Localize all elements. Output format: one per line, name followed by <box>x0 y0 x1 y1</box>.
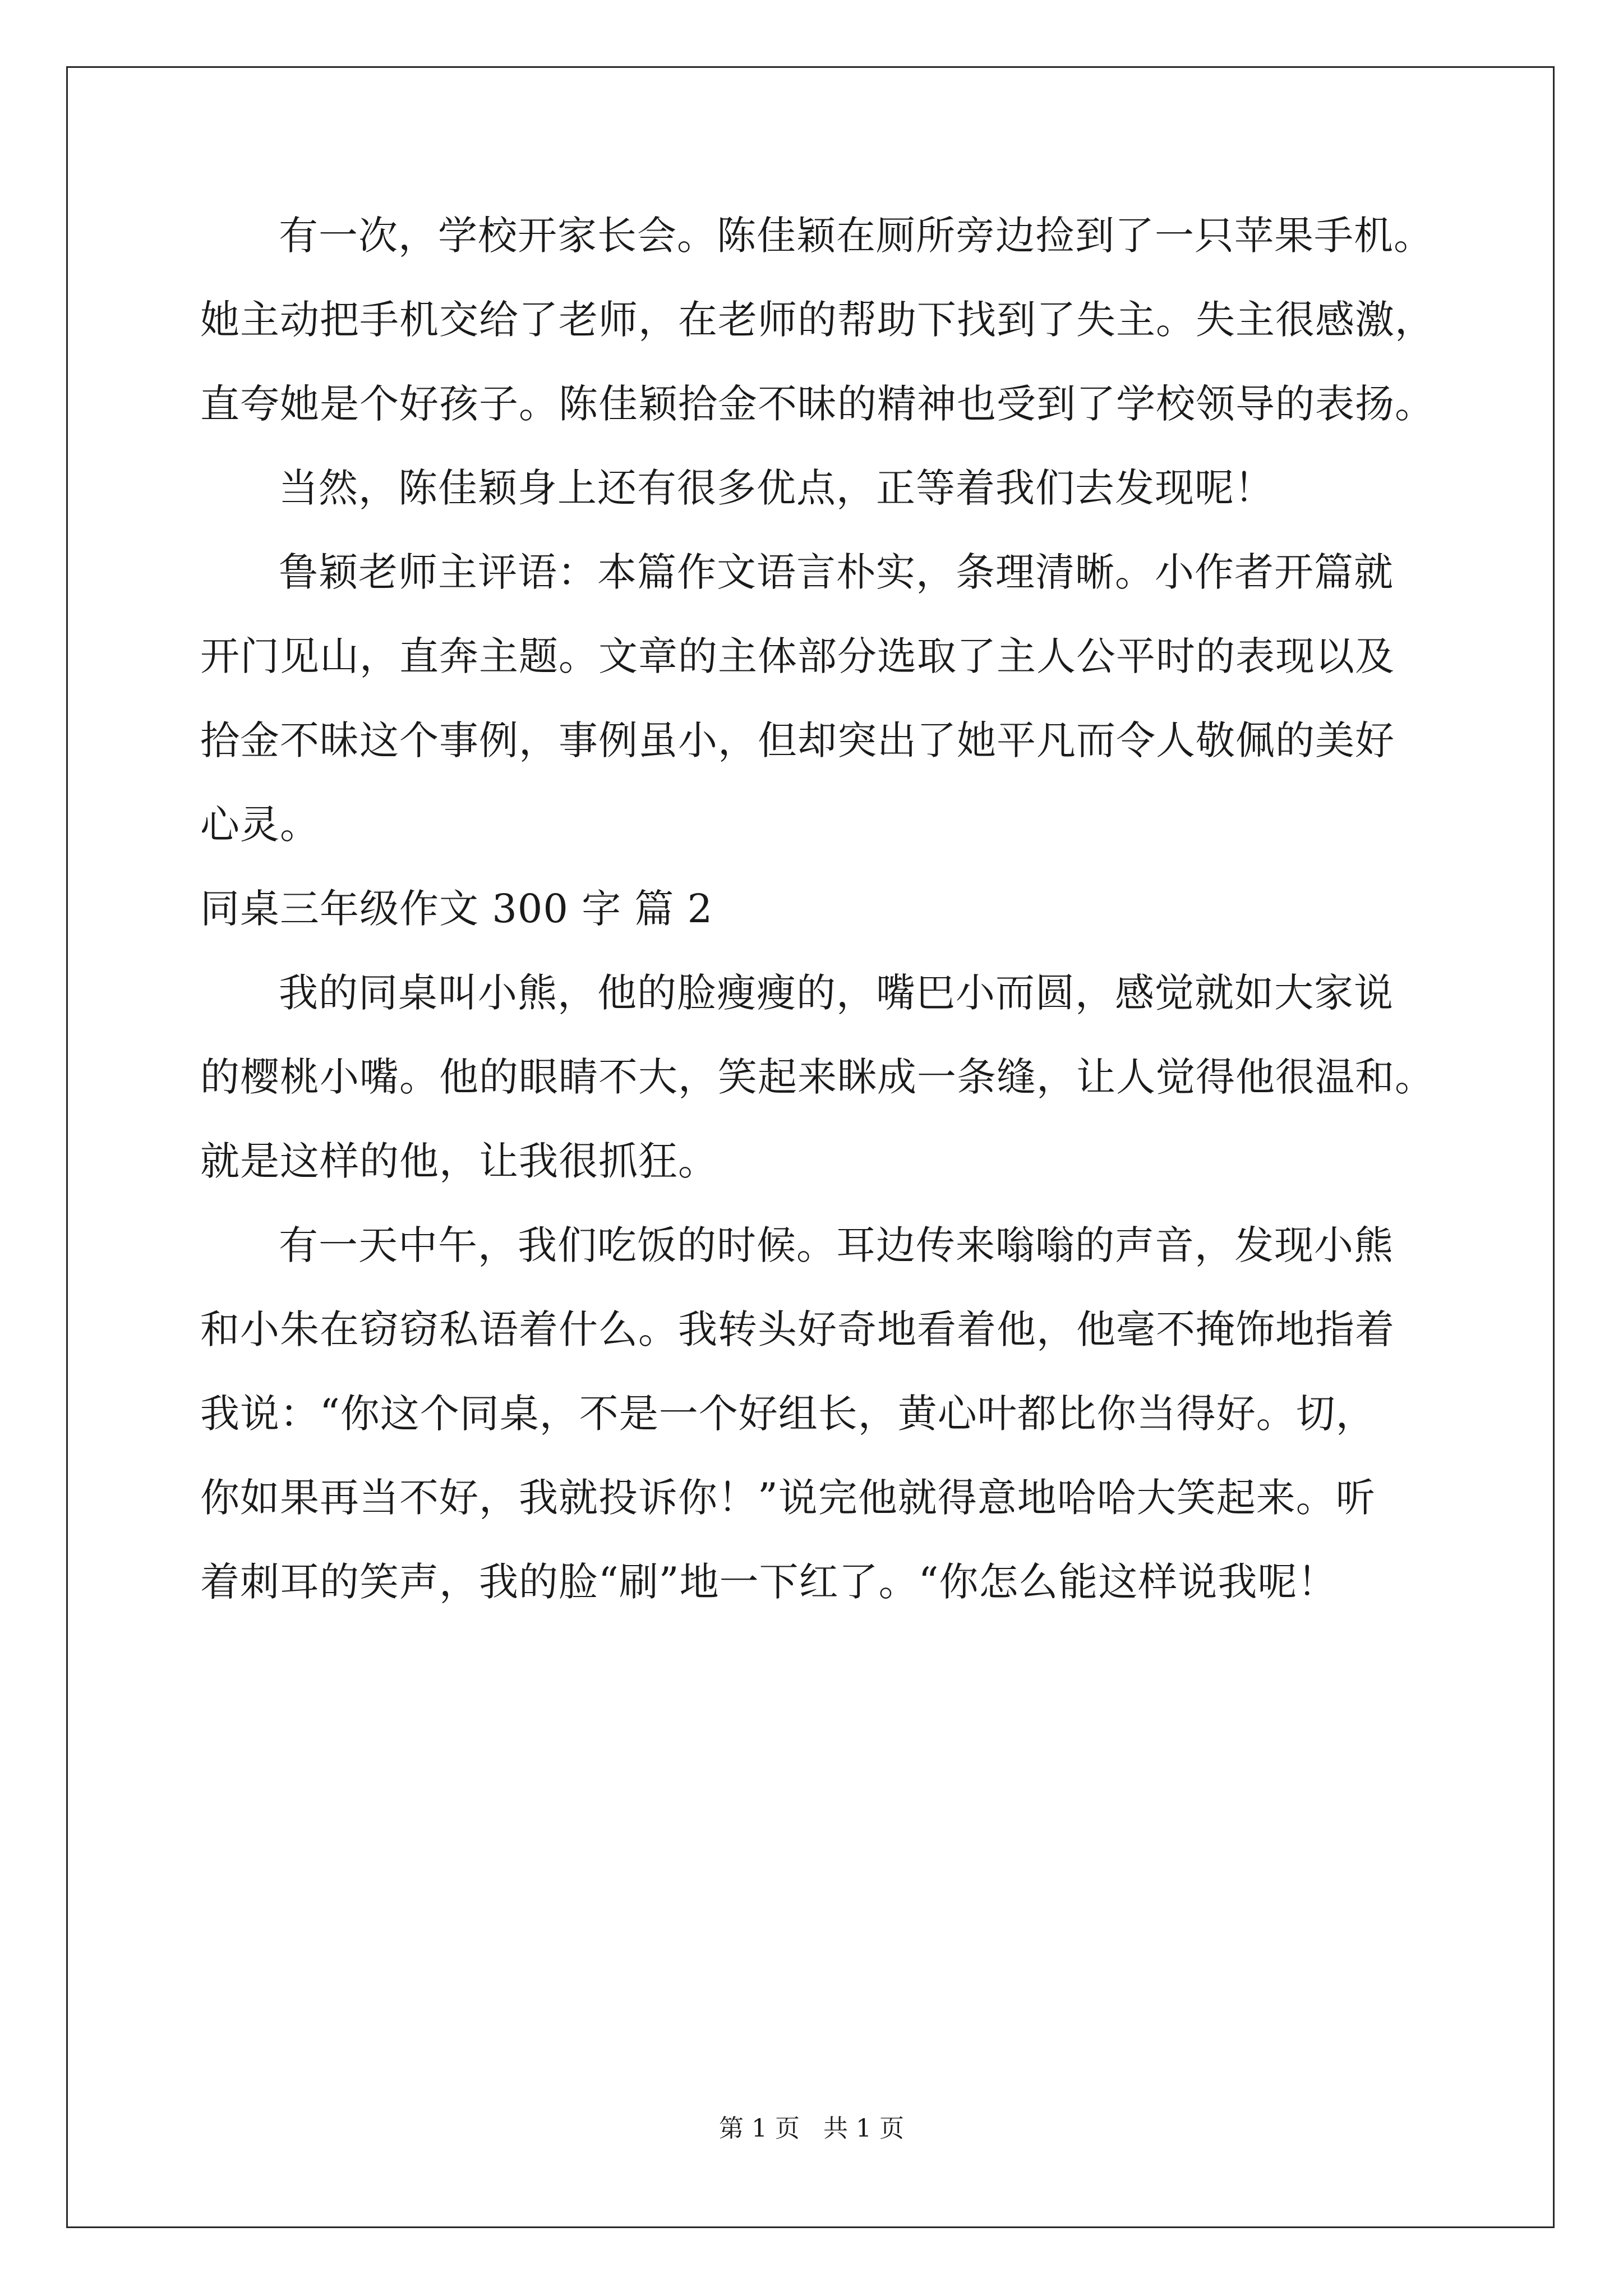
paragraph-line: 开门见山，直奔主题。文章的主体部分选取了主人公平时的表现以及 <box>200 633 1395 679</box>
paragraph-line: 有一天中午，我们吃饭的时候。耳边传来嗡嗡的声音，发现小熊 <box>279 1222 1394 1268</box>
paragraph-line: 着刺耳的笑声，我的脸“刷”地一下红了。“你怎么能这样说我呢！ <box>200 1559 1338 1605</box>
paragraph-line: 心灵。 <box>200 802 320 848</box>
paragraph-line: 的樱桃小嘴。他的眼睛不大，笑起来眯成一条缝，让人觉得他很温和。 <box>200 1054 1435 1100</box>
paragraph-line: 我说：“你这个同桌，不是一个好组长，黄心叶都比你当得好。切， <box>200 1391 1376 1437</box>
paragraph-line: 当然，陈佳颖身上还有很多优点，正等着我们去发现呢！ <box>279 465 1274 511</box>
page-footer: 第 1 页 共 1 页 <box>719 2114 904 2143</box>
paragraph-line: 拾金不昧这个事例，事例虽小，但却突出了她平凡而令人敬佩的美好 <box>200 717 1395 763</box>
paragraph-line: 有一次，学校开家长会。陈佳颖在厕所旁边捡到了一只苹果手机。 <box>279 213 1433 259</box>
paragraph-line: 就是这样的他，让我很抓狂。 <box>200 1138 718 1184</box>
section-heading: 同桌三年级作文 300 字 篇 2 <box>200 886 713 932</box>
paragraph-line: 你如果再当不好，我就投诉你！”说完他就得意地哈哈大笑起来。听 <box>200 1475 1376 1521</box>
paragraph-line: 鲁颖老师主评语：本篇作文语言朴实，条理清晰。小作者开篇就 <box>279 549 1394 595</box>
paragraph-line: 我的同桌叫小熊，他的脸瘦瘦的，嘴巴小而圆，感觉就如大家说 <box>279 970 1394 1016</box>
paragraph-line: 直夸她是个好孩子。陈佳颖拾金不昧的精神也受到了学校领导的表扬。 <box>200 381 1435 427</box>
paragraph-line: 她主动把手机交给了老师，在老师的帮助下找到了失主。失主很感激， <box>200 297 1435 343</box>
paragraph-line: 和小朱在窃窃私语着什么。我转头好奇地看着他，他毫不掩饰地指着 <box>200 1306 1395 1352</box>
